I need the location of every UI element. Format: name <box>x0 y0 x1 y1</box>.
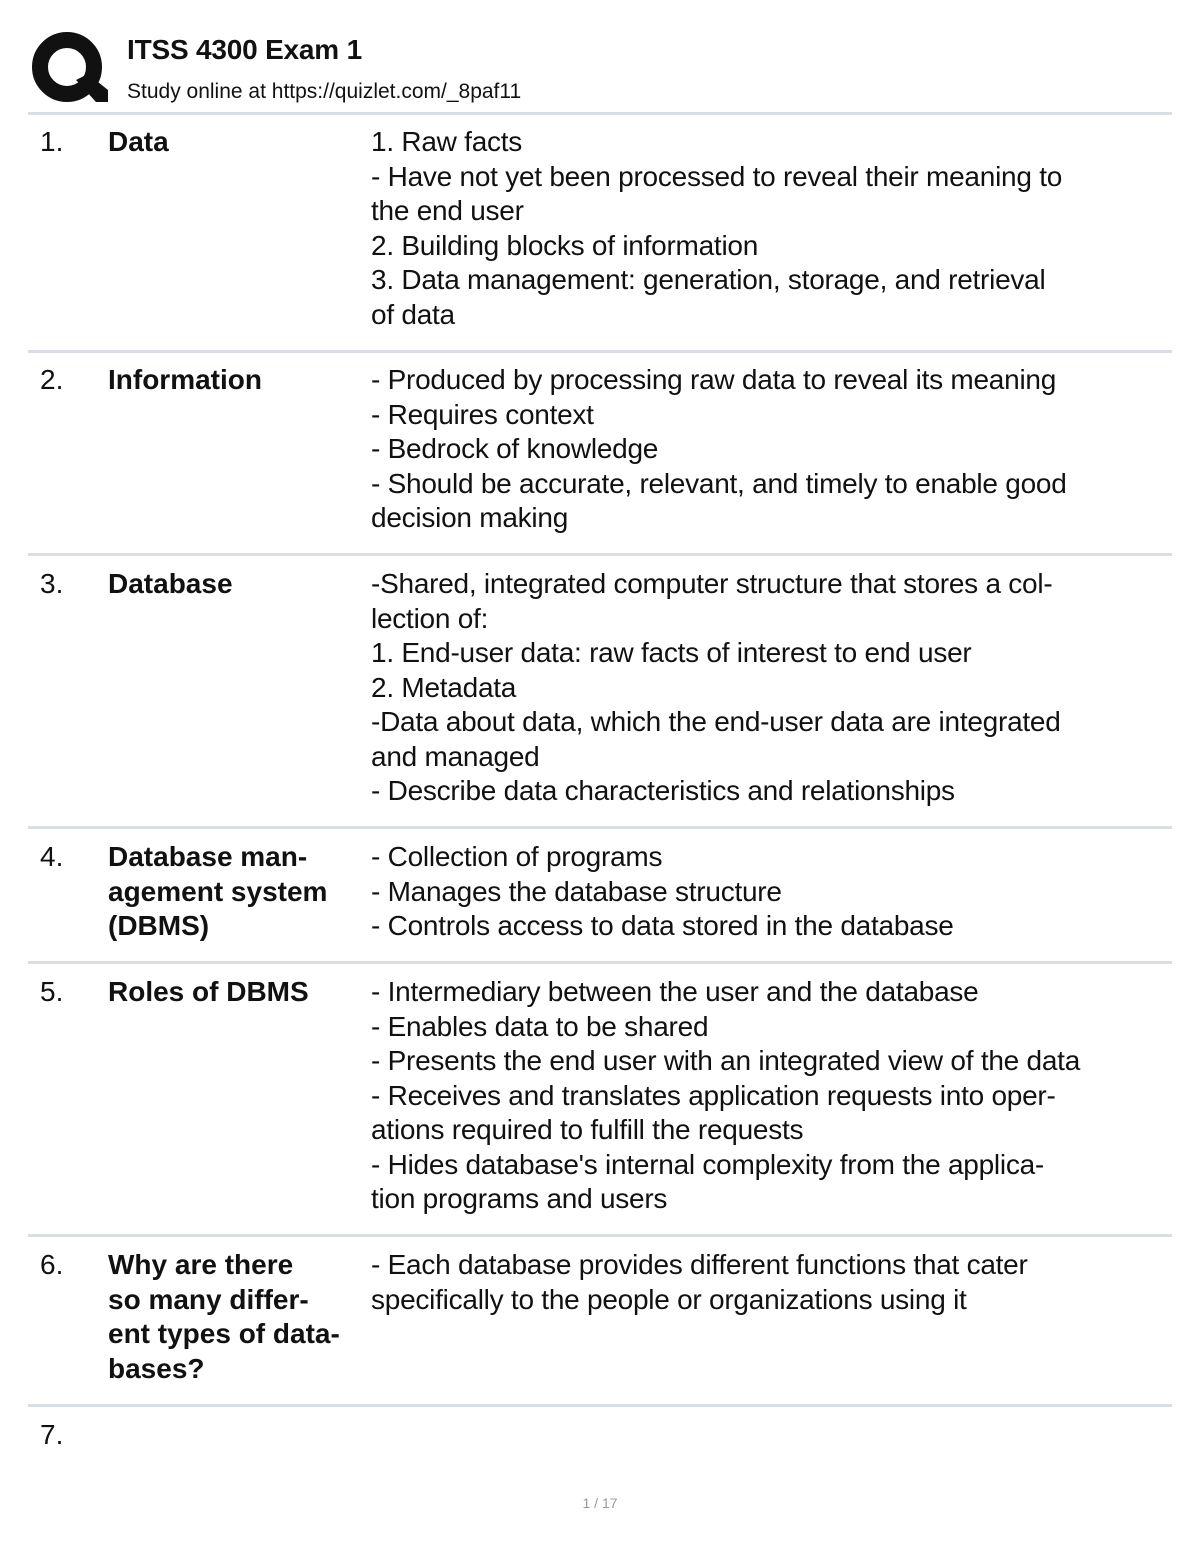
term-line: Data <box>108 126 169 157</box>
card-definition <box>371 567 1171 809</box>
card-number: 6. <box>40 1249 64 1280</box>
definition-line: 1. Raw facts <box>371 126 523 157</box>
page-indicator: 1 / 17 <box>582 1495 618 1511</box>
card-divider <box>28 1404 1172 1407</box>
card-divider <box>28 350 1172 353</box>
definition-line: -Data about data, which the end-user data are integrated <box>371 706 1061 737</box>
definition-line: 1. End-user data: raw facts of interest to end user <box>371 637 972 668</box>
definition-line: lection of: <box>371 602 489 634</box>
definition-line: tion programs and users <box>371 1183 668 1214</box>
definition-line: - Each database provides different functions that cater <box>371 1249 1028 1280</box>
definition-line: 2. Building blocks of information <box>371 229 759 261</box>
card-term <box>108 125 370 160</box>
card-definition <box>371 363 1171 536</box>
term-line: Why are there <box>108 1249 294 1280</box>
definition-line: - Receives and translates application requests into oper- <box>371 1079 1056 1111</box>
card-term <box>108 840 370 944</box>
definition-line: - Hides database's internal complexity from the applica- <box>371 1148 1044 1180</box>
definition-line: - Presents the end user with an integrated view of the data <box>371 1045 1081 1076</box>
definition-line: - Should be accurate, relevant, and timely to enable good <box>371 467 1067 499</box>
term-line: (DBMS) <box>108 910 210 941</box>
card-definition <box>371 1248 1171 1317</box>
definition-line: -Shared, integrated computer structure that stores a col- <box>371 568 1053 599</box>
card-divider <box>28 961 1172 964</box>
card-divider <box>28 553 1172 556</box>
definition-line: specifically to the people or organizations using it <box>371 1283 967 1315</box>
card-number: 1. <box>40 126 64 157</box>
term-line: Database man- <box>108 841 308 872</box>
term-line: agement system <box>108 875 328 907</box>
definition-line: 3. Data management: generation, storage, and retrieval <box>371 264 1046 295</box>
definition-line: - Controls access to data stored in the database <box>371 910 954 941</box>
term-line: Information <box>108 364 262 395</box>
card-number: 5. <box>40 976 64 1007</box>
card-divider <box>28 826 1172 829</box>
card-definition <box>371 840 1171 944</box>
card-number: 2. <box>40 364 64 395</box>
header-divider <box>28 112 1172 115</box>
definition-line: - Enables data to be shared <box>371 1010 709 1042</box>
card-definition <box>371 975 1171 1217</box>
term-line: Database <box>108 568 233 599</box>
card-term <box>108 567 370 602</box>
study-online-link-text: Study online at https://quizlet.com/_8paf11 <box>127 80 522 103</box>
definition-line: decision making <box>371 502 569 533</box>
definition-line: - Manages the database structure <box>371 875 782 907</box>
card-number: 7. <box>40 1419 64 1450</box>
card-number: 4. <box>40 841 64 872</box>
definition-line: - Describe data characteristics and relationships <box>371 775 955 806</box>
card-divider <box>28 1234 1172 1237</box>
definition-line: - Requires context <box>371 398 594 430</box>
definition-line: - Produced by processing raw data to reveal its meaning <box>371 364 1057 395</box>
definition-line: of data <box>371 298 455 330</box>
definition-line: - Intermediary between the user and the database <box>371 976 979 1007</box>
quizlet-q-logo-icon <box>30 30 108 108</box>
term-line: ent types of data- <box>108 1318 340 1349</box>
term-line: bases? <box>108 1352 205 1384</box>
card-term <box>108 1248 370 1386</box>
definition-line: the end user <box>371 195 524 226</box>
card-definition <box>371 125 1171 332</box>
card-number: 3. <box>40 568 64 599</box>
term-line: Roles of DBMS <box>108 976 309 1007</box>
definition-line: - Bedrock of knowledge <box>371 433 659 464</box>
card-term <box>108 363 370 398</box>
definition-line: 2. Metadata <box>371 671 517 703</box>
definition-line: - Collection of programs <box>371 841 663 872</box>
card-term <box>108 975 370 1010</box>
term-line: so many differ- <box>108 1283 309 1315</box>
definition-line: - Have not yet been processed to reveal their meaning to <box>371 160 1063 192</box>
definition-line: ations required to fulfill the requests <box>371 1114 804 1145</box>
document-title: ITSS 4300 Exam 1 <box>127 34 362 65</box>
page-header <box>30 28 1172 108</box>
definition-line: and managed <box>371 740 540 772</box>
